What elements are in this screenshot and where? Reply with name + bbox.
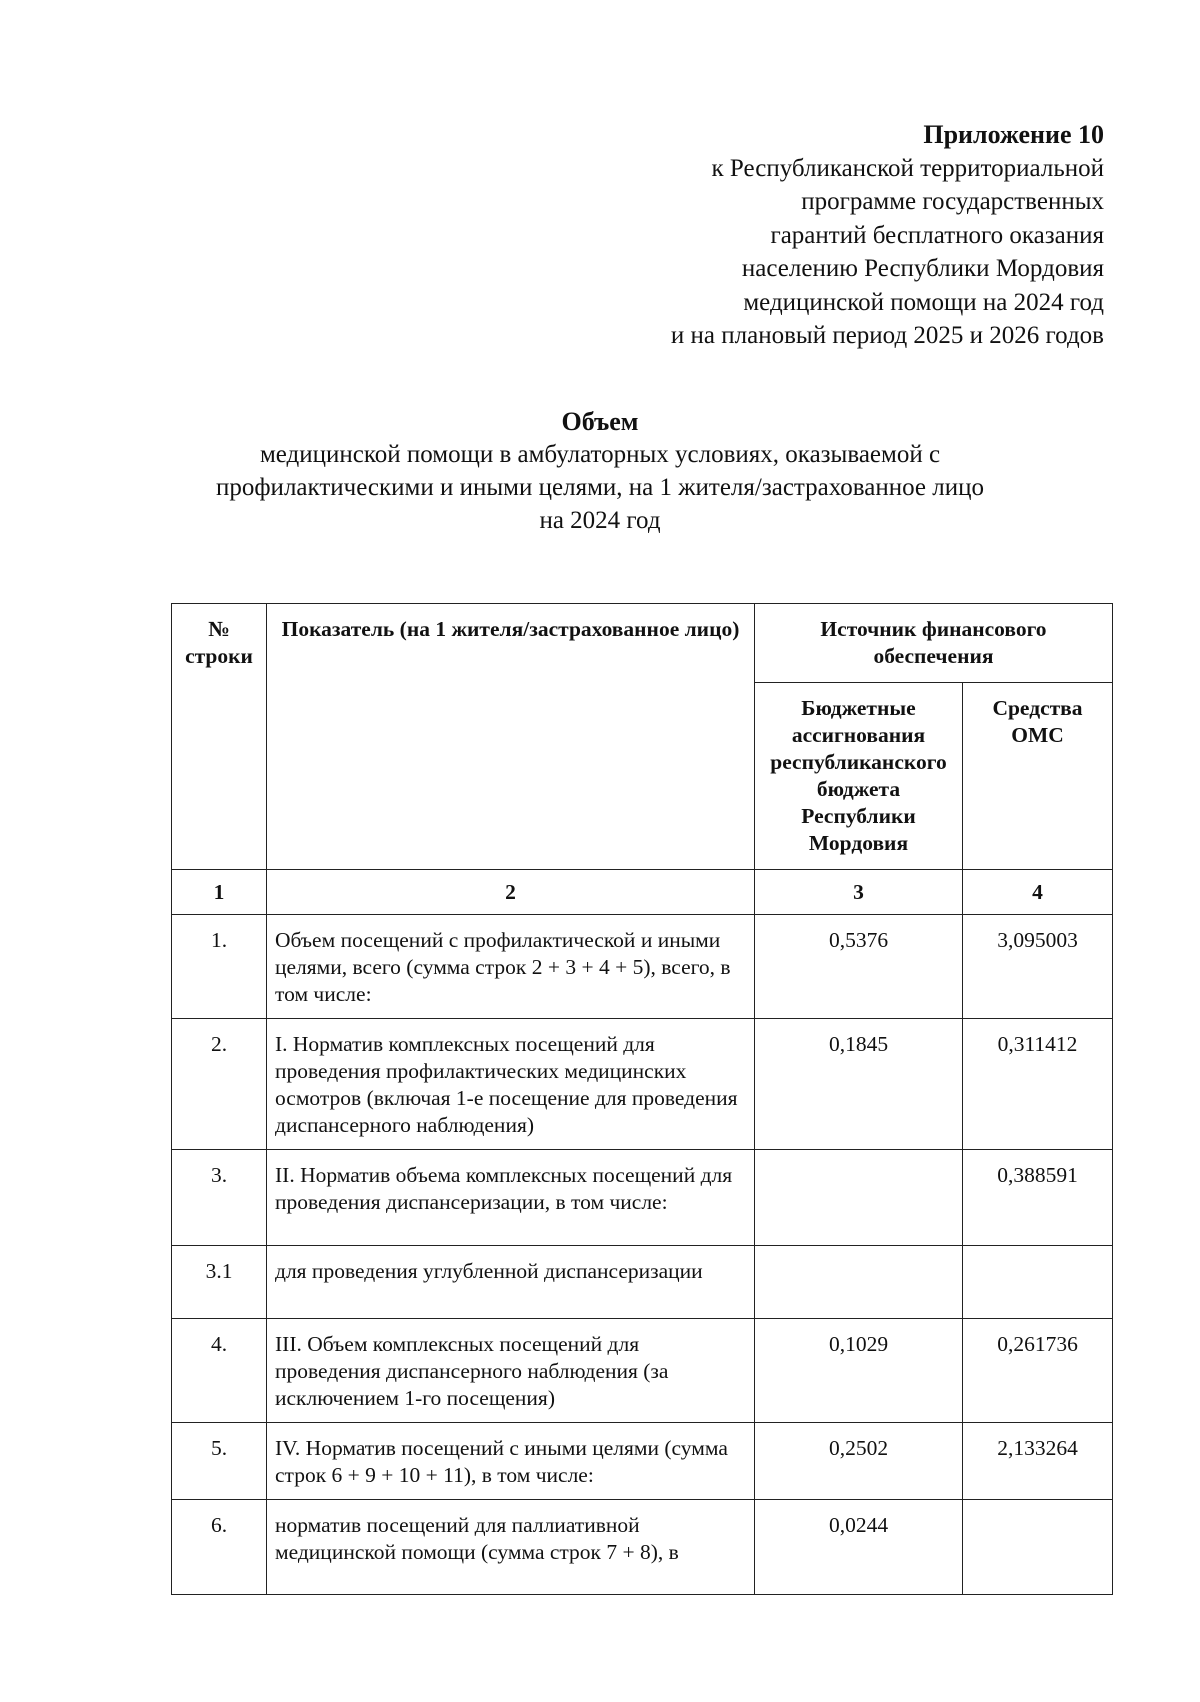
row-indicator: Объем посещений с профилактической и иными целями, всего (сумма строк 2 + 3 + 4 + 5), всего, в том числе: bbox=[267, 915, 755, 1019]
row-oms-value: 0,311412 bbox=[963, 1019, 1113, 1150]
row-number: 4. bbox=[172, 1319, 267, 1423]
appendix-line: и на плановый период 2025 и 2026 годов bbox=[670, 322, 1104, 349]
row-indicator: I. Норматив комплексных посещений для проведения профилактических медицинских осмотров (включая 1-е посещение для проведения диспансерного наблюдения) bbox=[267, 1019, 755, 1150]
row-oms-value bbox=[963, 1500, 1113, 1595]
appendix-line: гарантий бесплатного оказания bbox=[770, 221, 1104, 249]
row-number: 3.1 bbox=[172, 1246, 267, 1319]
row-oms-text bbox=[963, 1512, 1112, 1584]
table-row bbox=[172, 1019, 1113, 1150]
row-budget-value bbox=[755, 1500, 963, 1595]
appendix-line: медицинской помощи на 2024 год bbox=[743, 288, 1104, 316]
table-row bbox=[172, 1500, 1113, 1595]
row-indicator: для проведения углубленной диспансеризации bbox=[267, 1246, 755, 1319]
document-title: Объем bbox=[561, 407, 639, 436]
row-number: 2. bbox=[172, 1019, 267, 1150]
row-number-text: 6. bbox=[210, 1513, 228, 1537]
header-budget: Бюджетные ассигнования республиканского бюджета Республики Мордовия bbox=[755, 683, 963, 870]
header-row bbox=[172, 604, 1113, 683]
row-indicator: III. Объем комплексных посещений для проведения диспансерного наблюдения (за исключением 1-го посещения) bbox=[267, 1319, 755, 1423]
appendix-line: к Республиканской территориальной bbox=[711, 154, 1104, 182]
volume-table bbox=[171, 603, 1113, 1595]
appendix-block bbox=[671, 118, 1104, 353]
column-number-row bbox=[172, 870, 1113, 915]
row-indicator bbox=[267, 1500, 755, 1595]
row-budget-value bbox=[755, 1150, 963, 1246]
appendix-title: Приложение 10 bbox=[923, 120, 1104, 149]
row-oms-value: 0,261736 bbox=[963, 1319, 1113, 1423]
row-budget-text: 0,0244 bbox=[828, 1513, 889, 1537]
row-number: 5. bbox=[172, 1423, 267, 1500]
column-number: 4 bbox=[963, 870, 1113, 915]
row-budget-value bbox=[755, 1246, 963, 1319]
header-indicator: Показатель (на 1 жителя/застрахованное лицо) bbox=[267, 604, 755, 870]
table-row bbox=[172, 1319, 1113, 1423]
row-budget-value: 0,2502 bbox=[755, 1423, 963, 1500]
row-oms-value: 0,388591 bbox=[963, 1150, 1113, 1246]
row-number: 1. bbox=[172, 915, 267, 1019]
table-row bbox=[172, 1246, 1113, 1319]
column-number: 1 bbox=[172, 870, 267, 915]
row-number bbox=[172, 1500, 267, 1595]
table-row bbox=[172, 1150, 1113, 1246]
row-oms-value: 2,133264 bbox=[963, 1423, 1113, 1500]
row-indicator: IV. Норматив посещений с иными целями (сумма строк 6 + 9 + 10 + 11), в том числе: bbox=[267, 1423, 755, 1500]
row-budget-value: 0,1845 bbox=[755, 1019, 963, 1150]
row-budget-value: 0,1029 bbox=[755, 1319, 963, 1423]
appendix-line: населению Республики Мордовия bbox=[741, 255, 1104, 282]
column-number: 2 bbox=[267, 870, 755, 915]
appendix-line: программе государственных bbox=[801, 188, 1104, 215]
row-indicator: II. Норматив объема комплексных посещений для проведения диспансеризации, в том числе: bbox=[267, 1150, 755, 1246]
header-row-no: № строки bbox=[172, 604, 267, 870]
document-heading bbox=[150, 405, 1050, 537]
table-row bbox=[172, 1423, 1113, 1500]
column-number: 3 bbox=[755, 870, 963, 915]
row-number: 3. bbox=[172, 1150, 267, 1246]
row-oms-value bbox=[963, 1246, 1113, 1319]
header-oms: Средства ОМС bbox=[963, 683, 1113, 870]
row-oms-value: 3,095003 bbox=[963, 915, 1113, 1019]
table-row bbox=[172, 915, 1113, 1019]
header-source: Источник финансового обеспечения bbox=[755, 604, 1113, 683]
document-subtitle: медицинской помощи в амбулаторных условиях, оказываемой с профилактическими и иными целями, на 1 жителя/застрахованное лицо на 2024 год bbox=[215, 441, 985, 534]
row-indicator-text: норматив посещений для паллиативной медицинской помощи (сумма строк 7 + 8), в bbox=[275, 1513, 679, 1564]
row-budget-value: 0,5376 bbox=[755, 915, 963, 1019]
